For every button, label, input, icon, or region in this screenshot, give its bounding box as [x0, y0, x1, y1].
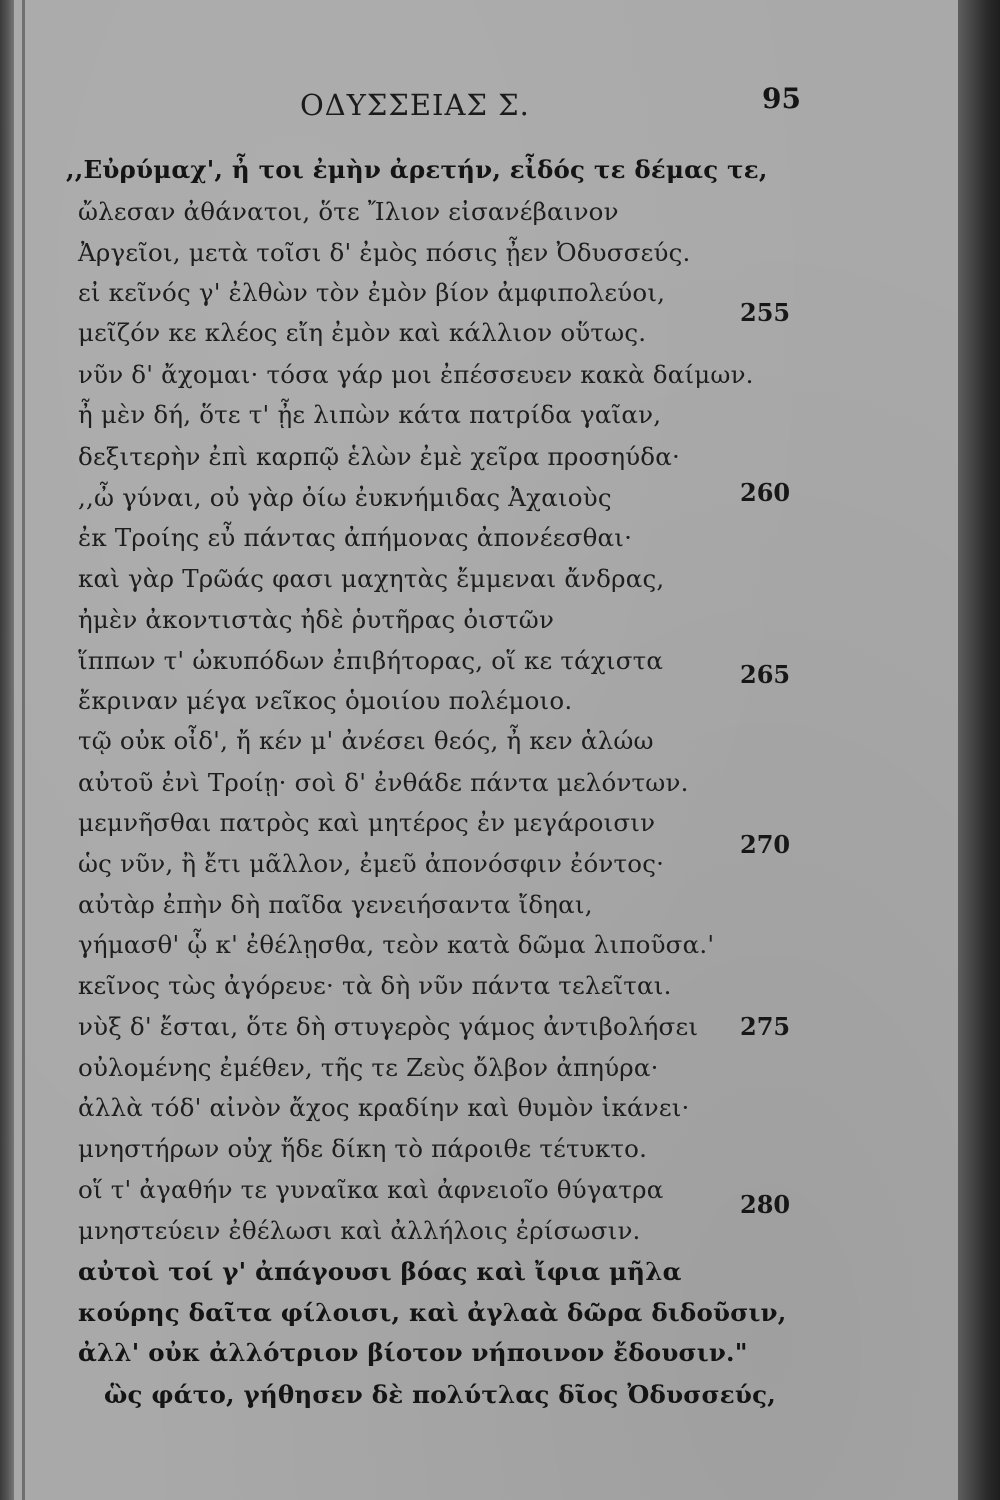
- scan-left-edge: [0, 0, 14, 1500]
- verse-line: ὣς φάτο, γήθησεν δὲ πολύτλας δῖος Ὀδυσσεύς,: [104, 1380, 776, 1409]
- verse-line: ,,Εὐρύμαχ', ἦ τοι ἐμὴν ἀρετήν, εἶδός τε δέμας τε,: [66, 155, 768, 184]
- page-fold-shadow: [22, 0, 25, 1500]
- line-number: 255: [740, 298, 791, 327]
- verse-line: ,,ὦ γύναι, οὐ γὰρ ὀίω ἐυκνήμιδας Ἀχαιοὺς: [78, 483, 612, 512]
- verse-line: δεξιτερὴν ἐπὶ καρπῷ ἑλὼν ἐμὲ χεῖρα προσηύδα·: [78, 442, 680, 471]
- line-number: 280: [740, 1190, 791, 1219]
- verse-line: εἰ κεῖνός γ' ἐλθὼν τὸν ἐμὸν βίον ἀμφιπολεύοι,: [78, 278, 666, 307]
- line-number: 260: [740, 478, 791, 507]
- running-title: ΟΔΥΣΣΕΙΑΣ Σ.: [300, 88, 530, 122]
- verse-line: Ἀργεῖοι, μετὰ τοῖσι δ' ἐμὸς πόσις ᾖεν Ὀδυσσεύς.: [78, 238, 691, 267]
- verse-line: νῦν δ' ἄχομαι· τόσα γάρ μοι ἐπέσσευεν κακὰ δαίμων.: [78, 360, 754, 389]
- verse-line: γήμασθ' ᾧ κ' ἐθέλῃσθα, τεὸν κατὰ δῶμα λιποῦσα.': [78, 930, 715, 959]
- verse-line: τῷ οὐκ οἶδ', ἤ κέν μ' ἀνέσει θεός, ἦ κεν ἁλώω: [78, 726, 654, 755]
- scan-right-edge: [958, 0, 1000, 1500]
- verse-line: μεμνῆσθαι πατρὸς καὶ μητέρος ἐν μεγάροισιν: [78, 808, 656, 837]
- verse-line: αὐτὰρ ἐπὴν δὴ παῖδα γενειήσαντα ἴδηαι,: [78, 890, 593, 919]
- verse-line: ἠμὲν ἀκοντιστὰς ἠδὲ ῥυτῆρας ὀιστῶν: [78, 605, 555, 634]
- verse-line: καὶ γὰρ Τρῶάς φασι μαχητὰς ἔμμεναι ἄνδρας,: [78, 564, 665, 593]
- page-number: 95: [762, 82, 801, 115]
- verse-line: ὤλεσαν ἀθάνατοι, ὅτε Ἴλιον εἰσανέβαινον: [78, 197, 619, 226]
- verse-line: μνηστήρων οὐχ ἥδε δίκη τὸ πάροιθε τέτυκτο.: [78, 1134, 648, 1163]
- verse-line: κούρης δαῖτα φίλοισι, καὶ ἀγλαὰ δῶρα διδοῦσιν,: [78, 1298, 787, 1327]
- verse-line: αὐτοὶ τοί γ' ἀπάγουσι βόας καὶ ἴφια μῆλα: [78, 1257, 682, 1286]
- verse-line: μεῖζόν κε κλέος εἴη ἐμὸν καὶ κάλλιον οὕτως.: [78, 318, 647, 347]
- line-number: 270: [740, 830, 791, 859]
- verse-line: οἵ τ' ἀγαθήν τε γυναῖκα καὶ ἀφνειοῖο θύγατρα: [78, 1175, 664, 1204]
- line-number: 275: [740, 1012, 791, 1041]
- verse-line: κεῖνος τὼς ἀγόρευε· τὰ δὴ νῦν πάντα τελεῖται.: [78, 971, 672, 1000]
- verse-line: ἐκ Τροίης εὖ πάντας ἀπήμονας ἀπονέεσθαι·: [78, 523, 633, 552]
- verse-line: αὐτοῦ ἐνὶ Τροίῃ· σοὶ δ' ἐνθάδε πάντα μελόντων.: [78, 768, 689, 797]
- verse-line: ἀλλὰ τόδ' αἰνὸν ἄχος κραδίην καὶ θυμὸν ἱκάνει·: [78, 1093, 690, 1122]
- verse-line: ἦ μὲν δή, ὅτε τ' ᾖε λιπὼν κάτα πατρίδα γαῖαν,: [78, 400, 662, 429]
- line-number: 265: [740, 660, 791, 689]
- verse-line: οὐλομένης ἐμέθεν, τῆς τε Ζεὺς ὄλβον ἀπηύρα·: [78, 1053, 659, 1082]
- verse-line: ἔκριναν μέγα νεῖκος ὁμοιίου πολέμοιο.: [78, 686, 573, 715]
- verse-line: μνηστεύειν ἐθέλωσι καὶ ἀλλήλοις ἐρίσωσιν.: [78, 1216, 641, 1245]
- verse-line: νὺξ δ' ἔσται, ὅτε δὴ στυγερὸς γάμος ἀντιβολήσει: [78, 1012, 699, 1041]
- verse-line: ἵππων τ' ὠκυπόδων ἐπιβήτορας, οἵ κε τάχιστα: [78, 646, 664, 675]
- verse-line: ὡς νῦν, ἢ ἔτι μᾶλλον, ἐμεῦ ἀπονόσφιν ἐόντος·: [78, 849, 665, 878]
- verse-line: ἀλλ' οὐκ ἀλλότριον βίοτον νήποινον ἔδουσιν.": [78, 1338, 748, 1367]
